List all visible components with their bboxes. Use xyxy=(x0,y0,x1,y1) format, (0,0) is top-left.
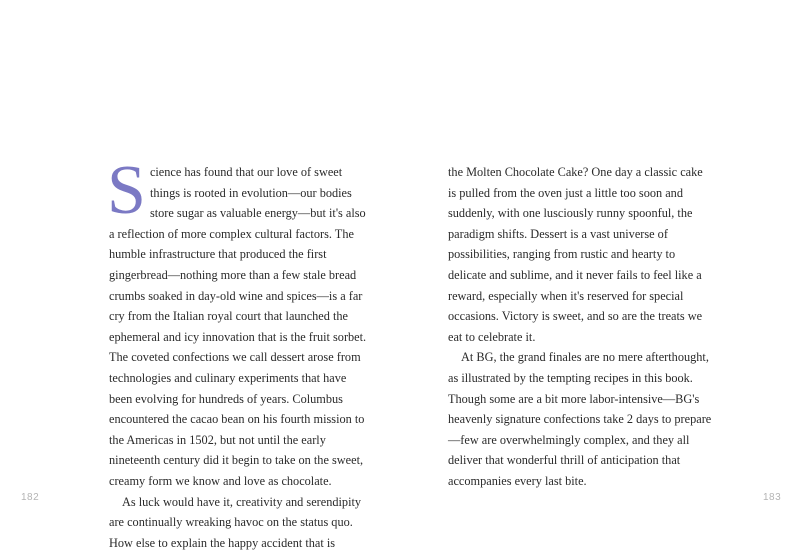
page-number-left: 182 xyxy=(21,492,39,503)
left-paragraph-1 xyxy=(109,162,371,492)
right-text-column xyxy=(448,162,713,492)
page-number-right: 183 xyxy=(763,492,781,503)
drop-cap: S xyxy=(107,162,146,219)
right-page xyxy=(400,0,800,534)
left-page xyxy=(0,0,400,534)
left-paragraph-2: As luck would have it, creativity and serendipity are continually wreaking havoc on the status quo. How else to explain the happy accident that is xyxy=(109,492,371,553)
left-paragraph-1-text: cience has found that our love of sweet things is rooted in evolution—our bodies store sugar as valuable energy—but it's also a reflection of more complex cultural factors. The humble infrastructure that produced the first gingerbread—nothing more than a few stale bread crumbs soaked in day-old wine and spices—is a far cry from the Italian royal court that launched the ephemeral and icy innovation that is the fruit sorbet. The coveted confections we call dessert arose from technologies and culinary experiments that have been evolving for hundreds of years. Columbus encountered the cacao bean on his fourth mission to the Americas in 1502, but not until the early nineteenth century did it begin to take on the sweet, creamy form we know and love as chocolate. xyxy=(109,165,366,488)
left-text-column xyxy=(109,162,371,553)
right-paragraph-2: At BG, the grand finales are no mere afterthought, as illustrated by the tempting recipes in this book. Though some are a bit more labor-intensive—BG's heavenly signature confections take 2 days to prepare—few are overwhelmingly complex, and they all deliver that wonderful thrill of anticipation that accompanies every last bite. xyxy=(448,347,713,491)
right-paragraph-1: the Molten Chocolate Cake? One day a classic cake is pulled from the oven just a little too soon and suddenly, with one lusciously runny spoonful, the paradigm shifts. Dessert is a vast universe of possibilities, ranging from rustic and hearty to delicate and sublime, and it never fails to feel like a reward, especially when it's reserved for special occasions. Victory is sweet, and so are the treats we eat to celebrate it. xyxy=(448,162,713,347)
